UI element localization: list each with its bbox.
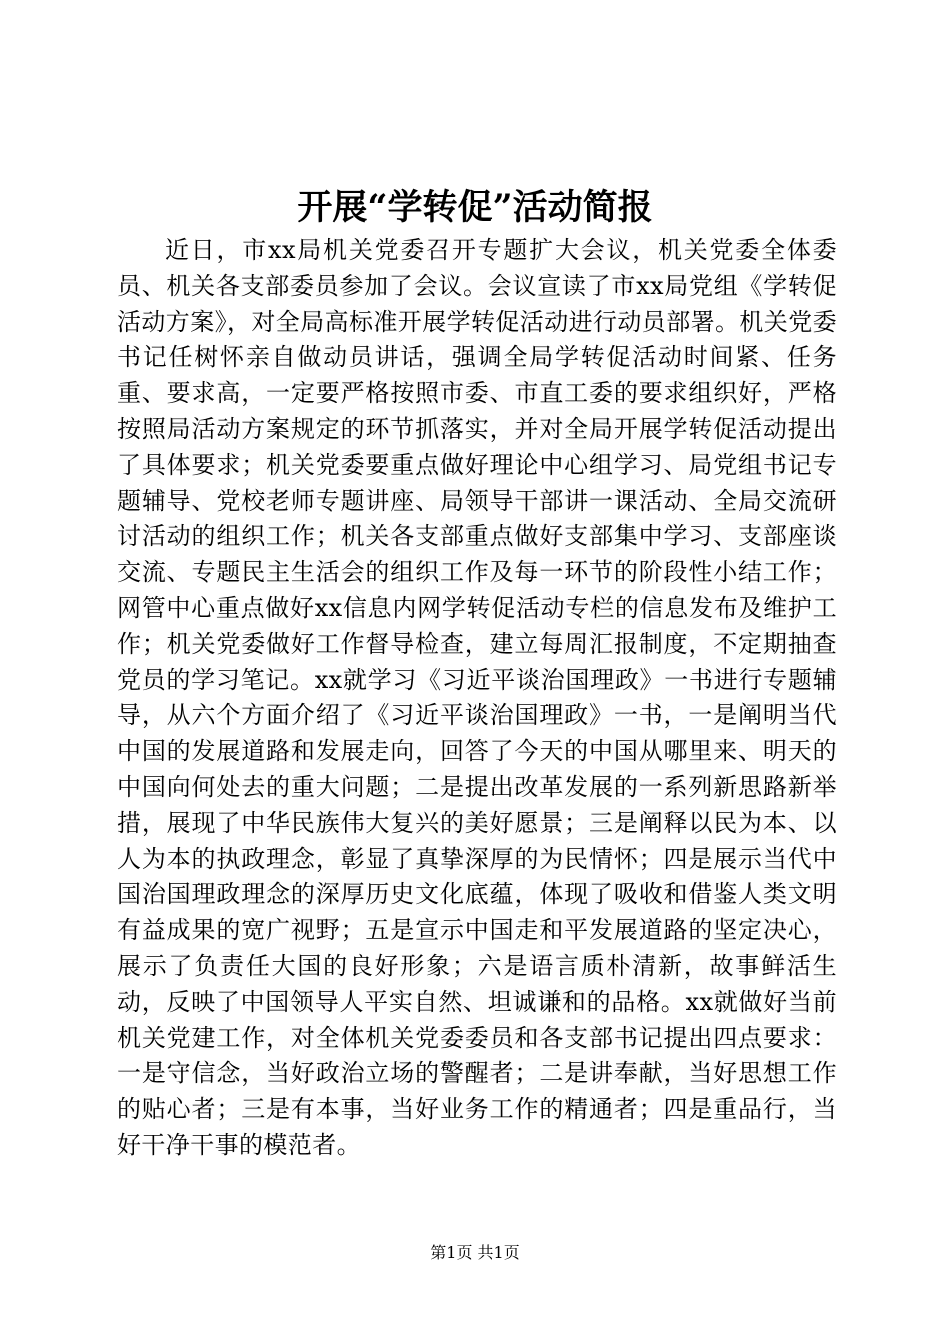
document-body-paragraph: 近日，市xx局机关党委召开专题扩大会议，机关党委全体委员、机关各支部委员参加了会议。会议宣读了市xx局党组《学转促活动方案》，对全局高标准开展学转促活动进行动员部署。机关党委书记任树怀亲自做动员讲话，强调全局学转促活动时间紧、任务重、要求高，一定要严格按照市委、市直工委的要求组织好，严格按照局活动方案规定的环节抓落实，并对全局开展学转促活动提出了具体要求；机关党委要重点做好理论中心组学习、局党组书记专题辅导、党校老师专题讲座、局领导干部讲一课活动、全局交流研讨活动的组织工作；机关各支部重点做好支部集中学习、支部座谈交流、专题民主生活会的组织工作及每一环节的阶段性小结工作；网管中心重点做好xx信息内网学转促活动专栏的信息发布及维护工作；机关党委做好工作督导检查，建立每周汇报制度，不定期抽查党员的学习笔记。xx就学习《习近平谈治国理政》一书进行专题辅导，从六个方面介绍了《习近平谈治国理政》一书，一是阐明当代中国的发展道路和发展走向，回答了今天的中国从哪里来、明天的中国向何处去的重大问题；二是提出改革发展的一系列新思路新举措，展现了中华民族伟大复兴的美好愿景；三是阐释以民为本、以人为本的执政理念，彰显了真挚深厚的为民情怀；四是展示当代中国治国理政理念的深厚历史文化底蕴，体现了吸收和借鉴人类文明有益成果的宽广视野；五是宣示中国走和平发展道路的坚定决心，展示了负责任大国的良好形象；六是语言质朴清新，故事鲜活生动，反映了中国领导人平实自然、坦诚谦和的品格。xx就做好当前机关党建工作，对全体机关党委委员和各支部书记提出四点要求：一是守信念，当好政治立场的警醒者；二是讲奉献，当好思想工作的贴心者；三是有本事，当好业务工作的精通者；四是重品行，当好干净干事的模范者。 [117, 236, 837, 1159]
page-number-footer: 第1页 共1页 [430, 1243, 520, 1262]
document-title: 开展“学转促”活动简报 [297, 187, 653, 228]
